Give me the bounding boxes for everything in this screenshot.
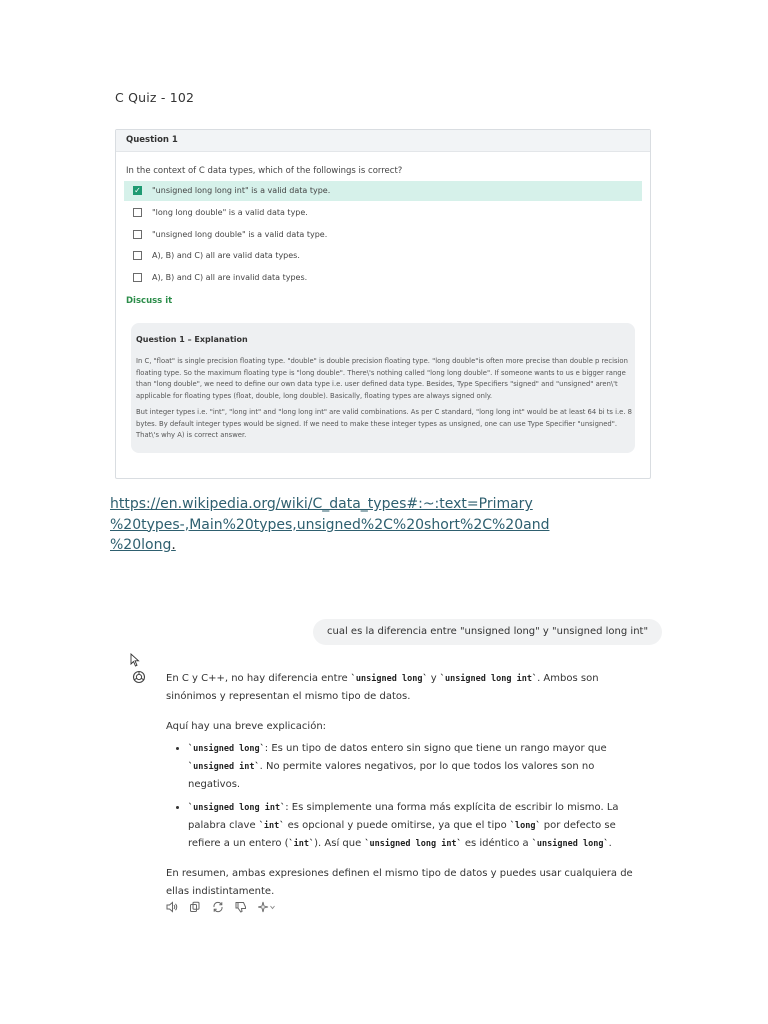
checkbox-checked-icon[interactable]: ✓ [134,186,141,195]
option-c[interactable] [124,225,642,245]
list-item [188,740,648,794]
wikipedia-link[interactable]: https://en.wikipedia.org/wiki/C_data_types#:~:text=Primary %20types-,Main%20types,unsigned%2C%20short%2C%20and %20long [110,496,550,553]
explanation-title: Question 1 – Explanation [136,335,248,344]
assistant-logo-icon [132,670,146,684]
mouse-cursor-icon [130,653,140,667]
message-actions [166,897,282,911]
document-title: C Quiz - 102 [115,90,195,105]
inline-code: `unsigned long int` [364,839,462,849]
explanation-paragraph: In C, "float" is single precision floating type. "double" is double precision floating type. "long double"is often more precise than double p recision floating type. So the maximum floating type is "long double". There\'s nothing called "long long double". If someone wants to us e bigger range than "long double", we need to define our own data type i.e. user defined data type. Besides, Type Specifiers "signed" and "unsigned" aren\'t applicable for floating types (float, double, long double). Basically, floating types are always signed only. [136,357,628,400]
speaker-icon[interactable] [166,898,178,917]
inline-code: `unsigned long` [188,744,265,754]
option-label: A), B) and C) all are invalid data types. [152,273,308,282]
assistant-answer [166,670,648,901]
answer-intro: Aquí hay una breve explicación: [166,721,327,732]
answer-text: : Es un tipo de datos entero sin signo que tiene un rango mayor que [264,743,607,754]
sparkle-icon[interactable] [258,898,276,917]
checkbox-icon[interactable] [133,251,142,260]
inline-code: `int` [288,839,315,849]
answer-text: es opcional y puede omitirse, ya que el tipo [284,820,510,831]
inline-code: `int` [258,821,285,831]
wikipedia-link-block [110,494,630,556]
inline-code: `unsigned long int` [188,803,286,813]
link-trailing-period: . [171,537,176,553]
list-item [188,799,648,853]
explanation-paragraph: But integer types i.e. "int", "long int" and "long long int" are valid combinations. As per C standard, "long long int" would be at least 64 bi ts i.e. 8 bytes. By default integer types would be signed. If we need to make these integer types as unsigned, one can use Type Specifier "unsigned". That\'s why A) is correct answer. [136,408,632,439]
answer-text: . [608,838,612,849]
inline-code: `unsigned int` [188,762,260,772]
answer-text: y [427,673,440,684]
option-label: A), B) and C) all are valid data types. [152,251,300,260]
quiz-card [115,129,651,479]
answer-text: : Es simplemente una forma más explícita de escribir lo mismo. La palabra clave [188,802,619,831]
answer-text: . No permite valores negativos, por lo que todos los valores son no negativos. [188,761,595,790]
answer-text: por defecto se refiere a un entero ( [188,820,616,849]
answer-paragraph [166,670,648,706]
thumbs-down-icon[interactable] [235,898,247,917]
option-label: "long long double" is a valid data type. [152,208,308,217]
answer-list [166,740,648,853]
inline-code: `unsigned long` [531,839,609,849]
question-text: In the context of C data types, which of the followings is correct? [126,166,403,176]
user-message-bubble: cual es la diferencia entre "unsigned long" y "unsigned long int" [313,619,662,645]
inline-code: `long` [509,821,541,831]
answer-text: En C y C++, no hay diferencia entre [166,673,351,684]
copy-icon[interactable] [189,898,201,917]
explanation-box [131,323,635,453]
option-label: "unsigned long long int" is a valid data type. [152,186,331,195]
option-a[interactable] [124,181,642,201]
option-label: "unsigned long double" is a valid data type. [152,230,328,239]
discuss-it-link[interactable]: Discuss it [126,296,173,306]
inline-code: `unsigned long` [350,674,428,684]
checkbox-icon[interactable] [133,273,142,282]
option-e[interactable] [124,268,642,288]
answer-text: es idéntico a [461,838,532,849]
option-d[interactable] [124,246,642,266]
option-b[interactable] [124,203,642,223]
checkbox-icon[interactable] [133,208,142,217]
inline-code: `unsigned long int` [439,674,538,684]
checkbox-icon[interactable] [133,230,142,239]
answer-text: ). Así que [314,838,365,849]
regenerate-icon[interactable] [212,898,224,917]
answer-text: . Ambos son sinónimos y representan el mismo tipo de datos. [166,673,599,702]
quiz-header: Question 1 [116,130,650,152]
answer-summary: En resumen, ambas expresiones definen el mismo tipo de datos y puedes usar cualquiera de ellas indistintamente. [166,868,633,897]
